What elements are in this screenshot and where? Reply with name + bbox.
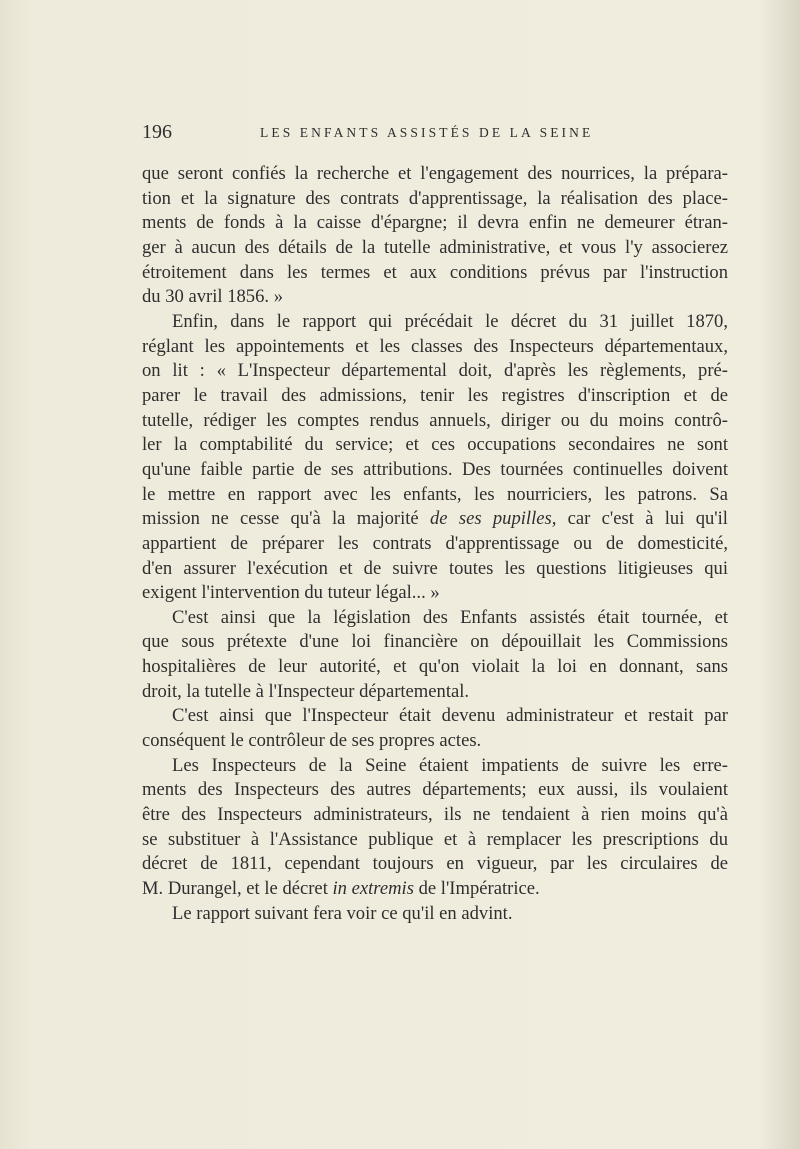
text-line: que seront confiés la recherche et l'engagement des nourrices, la prépara- (142, 163, 728, 184)
text-line: parer le travail des admissions, tenir les registres d'inscription et de (142, 384, 728, 406)
italic-phrase: de ses pupilles, (429, 508, 557, 530)
page-number: 196 (142, 121, 172, 143)
paragraph (142, 606, 728, 705)
text-line: se substituer à l'Assistance publique et à remplacer les prescriptions du (142, 828, 728, 850)
text-line: le mettre en rapport avec les enfants, les nourriciers, les patrons. Sa (142, 483, 728, 505)
text-line: droit, la tutelle à l'Inspecteur départemental. (142, 680, 470, 702)
text-line: ler la comptabilité du service; et ces occupations secondaires ne sont (142, 434, 728, 456)
text-segment: mission ne cesse qu'à la majorité (142, 508, 419, 530)
text-segment: car c'est à lui qu'il (567, 508, 728, 530)
text-segment: M. Durangel, et le décret (142, 878, 328, 900)
text-line: tutelle, rédiger les comptes rendus annuels, diriger ou du moins contrô- (142, 409, 728, 431)
paragraph (142, 162, 728, 310)
text-line: étroitement dans les termes et aux conditions prévus par l'instruction (142, 261, 728, 283)
text-line: Le rapport suivant fera voir ce qu'il en advint. (172, 902, 513, 924)
text-line: C'est ainsi que la législation des Enfants assistés était tournée, et (172, 606, 728, 628)
paragraph (142, 902, 728, 927)
text-line: tion et la signature des contrats d'apprentissage, la réalisation des place- (142, 187, 728, 209)
text-line: que sous prétexte d'une loi financière on dépouillait les Commissions (142, 631, 728, 653)
paragraph (142, 310, 728, 606)
text-line: C'est ainsi que l'Inspecteur était devenu administrateur et restait par (172, 705, 728, 727)
text-line: appartient de préparer les contrats d'apprentissage ou de domesticité, (142, 532, 728, 554)
text-line-with-italic (142, 507, 728, 532)
text-line: conséquent le contrôleur de ses propres actes. (142, 730, 482, 752)
paragraph (142, 754, 728, 902)
text-line: être des Inspecteurs administrateurs, ils ne tendaient à rien moins qu'à (142, 804, 728, 826)
italic-phrase: in extremis (332, 878, 414, 900)
text-line: Enfin, dans le rapport qui précédait le décret du 31 juillet 1870, (172, 310, 728, 332)
text-line: hospitalières de leur autorité, et qu'on violait la loi en donnant, sans (142, 656, 728, 678)
text-segment: de l'Impératrice. (418, 878, 540, 900)
body-text (142, 162, 728, 926)
page-header (142, 121, 728, 145)
text-line: réglant les appointements et les classes des Inspecteurs départementaux, (142, 335, 728, 357)
text-line: ments de fonds à la caisse d'épargne; il devra enfin ne demeurer étran- (142, 212, 728, 234)
text-line: d'en assurer l'exécution et de suivre toutes les questions litigieuses qui (142, 557, 728, 579)
running-title: LES ENFANTS ASSISTÉS DE LA SEINE (260, 125, 594, 140)
text-line-with-italic (142, 877, 728, 902)
paragraph (142, 704, 728, 753)
text-line: on lit : « L'Inspecteur départemental doit, d'après les règlements, pré- (142, 360, 728, 382)
text-line: ments des Inspecteurs des autres départements; eux aussi, ils voulaient (142, 779, 728, 801)
text-line: exigent l'intervention du tuteur légal... » (142, 582, 440, 604)
text-line: qu'une faible partie de ses attributions. Des tournées continuelles doivent (142, 458, 728, 480)
text-line: Les Inspecteurs de la Seine étaient impatients de suivre les erre- (172, 754, 728, 776)
text-line: décret de 1811, cependant toujours en vigueur, par les circulaires de (142, 853, 728, 875)
text-line: du 30 avril 1856. » (142, 286, 283, 308)
text-line: ger à aucun des détails de la tutelle administrative, et vous l'y associerez (142, 236, 728, 258)
